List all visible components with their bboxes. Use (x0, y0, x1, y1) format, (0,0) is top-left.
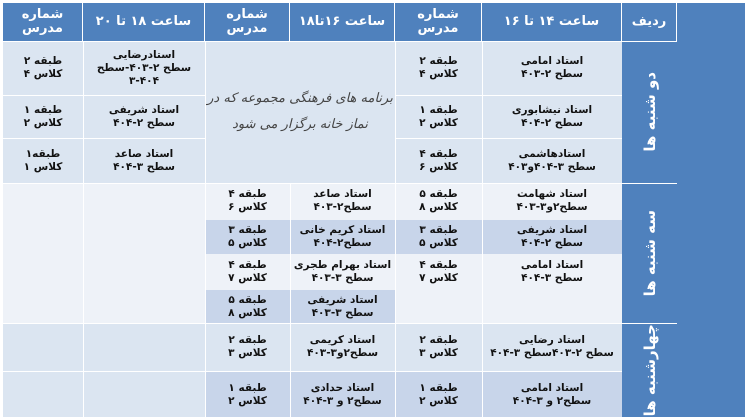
right-margin-band (677, 3, 745, 417)
floor: طبقه ۲ (419, 334, 458, 346)
grid-line (83, 41, 84, 417)
floor: طبقه ۳ (419, 224, 458, 236)
level-code: سطح ۳-۴۰۴و۴۰۳ (508, 161, 596, 173)
grid-line (3, 95, 205, 96)
classroom: کلاس ۲ (419, 394, 458, 407)
note-line-1: برنامه های فرهنگی مجموعه که در (207, 91, 393, 106)
grid-line (3, 371, 622, 372)
teacher-name: استاد کریم خانی (299, 224, 386, 236)
teacher-name: استادهاشمی (518, 148, 586, 160)
teacher-name: استاد صاعد (114, 148, 174, 160)
classroom: کلاس ۵ (419, 237, 458, 249)
teacher-name: استاد شریفی (108, 104, 180, 116)
level-code: سطح ۳-۴۰۳ (311, 306, 374, 319)
level-code: سطح ۲-۴۰۴ (521, 237, 583, 249)
teacher-name: استاد امامی (520, 381, 584, 394)
wed-t14a (482, 323, 622, 371)
tue-t16a (290, 183, 395, 219)
level-code: سطح۲ و ۳-۴۰۴ (512, 394, 592, 407)
classroom: کلاس ۴ (23, 68, 63, 80)
cultural-programs-note (205, 41, 395, 183)
classroom: کلاس ۸ (228, 306, 267, 319)
tue-t16b (290, 220, 395, 254)
floor: طبقه ۱ (419, 104, 458, 116)
floor: طبقه ۵ (228, 293, 267, 306)
header-time-16-18-label: ساعت ۱۶تا۱۸ (298, 14, 386, 29)
classroom: کلاس ۷ (419, 272, 458, 284)
grid-line (3, 323, 677, 324)
floor: طبقه ۴ (228, 259, 267, 271)
mon-r2-room18 (3, 96, 83, 138)
teacher-name: استاد شهامت (517, 188, 588, 200)
teacher-name: استاد رضایی (519, 334, 585, 346)
teacher-name: استاد شریفی (516, 224, 588, 236)
grid-line (205, 41, 206, 417)
grid-line (395, 41, 396, 417)
floor: طبقه ۱ (23, 104, 63, 116)
tue-t14c (482, 255, 622, 289)
grid-line (395, 138, 622, 139)
tue-t16c (290, 255, 395, 289)
level-code: سطح ۳-۴۰۴ (113, 161, 175, 173)
teacher-name: استاد شریفی (307, 293, 378, 306)
mon-r1-t18 (83, 41, 205, 95)
header-time-18-20-label: ساعت ۱۸ تا ۲۰ (95, 14, 192, 29)
level-code: سطح ۲-۴۰۳ (521, 68, 583, 80)
teacher-name: استاد حدادی (310, 381, 375, 394)
teacher-name: استاد صاعد (313, 188, 372, 200)
level-code-2: ۳-۴۰۴ (129, 74, 159, 87)
classroom: کلاس ۷ (228, 272, 267, 284)
tue-room16d (205, 290, 290, 323)
level-code: سطح۲و۳-۴۰۳ (306, 347, 379, 359)
wed-room14b (395, 372, 482, 417)
classroom: کلاس ۴ (419, 68, 458, 80)
teacher-name: استادرضایی (112, 48, 176, 61)
mon-r2-t18 (83, 96, 205, 138)
floor: طبقه ۴ (228, 188, 267, 200)
header-time-18-20 (83, 3, 205, 41)
level-code: سطح۲و۳-۴۰۳ (516, 201, 588, 213)
mon-r2-t14 (482, 96, 622, 138)
header-time-14-16 (482, 3, 622, 41)
teacher-name: استاد نیشابوری (511, 104, 593, 116)
classroom: کلاس ۱ (23, 161, 63, 173)
level-code: سطح ۲-۴۰۴ (521, 117, 583, 129)
tue-room14b (395, 220, 482, 254)
level-code: سطح ۳-۴۰۴ (521, 272, 583, 284)
header-row (622, 3, 677, 41)
day-tuesday (622, 183, 677, 323)
classroom: کلاس ۶ (419, 161, 458, 173)
tue-room16a (205, 183, 290, 219)
grid-line (290, 183, 291, 417)
floor: طبقه۱ (25, 148, 61, 160)
classroom: کلاس ۲ (228, 394, 267, 407)
classroom: کلاس ۵ (228, 237, 267, 249)
header-room-1 (395, 3, 482, 41)
wed-t14b (482, 372, 622, 417)
day-wednesday (622, 323, 677, 417)
teacher-name: استاد بهرام طجری (293, 259, 392, 271)
level-code: سطح۲-۴۰۳ (313, 201, 372, 213)
level-code: سطح۲ و ۳-۴۰۴ (303, 394, 382, 407)
grid-line (482, 41, 483, 417)
tue-t16d (290, 290, 395, 323)
day-monday-label: دو شنبه ها (640, 72, 659, 152)
grid-line (3, 183, 677, 184)
header-room-2-label: شماره مدرس (226, 7, 268, 36)
level-code: سطح ۲-۴۰۴ (113, 117, 175, 129)
mon-r2-room14 (395, 96, 482, 138)
mon-r3-room18 (3, 139, 83, 183)
level-code: سطح۲-۴۰۴ (313, 237, 372, 249)
tue-room16b (205, 220, 290, 254)
header-room-3 (3, 3, 83, 41)
tue-room16c (205, 255, 290, 289)
floor: طبقه ۲ (23, 55, 63, 67)
level-code: سطح ۲-۴۰۳سطح ۳-۴۰۴ (490, 347, 614, 359)
day-monday (622, 41, 677, 183)
floor: طبقه ۵ (419, 188, 458, 200)
note-line-2: نماز خانه برگزار می شود (232, 117, 368, 132)
floor: طبقه ۴ (419, 259, 458, 271)
classroom: کلاس ۳ (228, 347, 267, 359)
mon-r3-t14 (482, 139, 622, 183)
classroom: کلاس ۲ (23, 117, 63, 129)
teacher-name: استاد امامی (520, 55, 584, 67)
wed-t16b (290, 372, 395, 417)
level-code: سطح ۲-۴۰۳-سطح (96, 61, 192, 74)
floor: طبقه ۱ (228, 381, 267, 394)
header-room-2 (205, 3, 290, 41)
mon-r1-room18 (3, 41, 83, 95)
mon-r1-room14 (395, 41, 482, 95)
header-time-14-16-label: ساعت ۱۴ تا ۱۶ (503, 14, 600, 29)
level-code: سطح ۳-۴۰۳ (311, 272, 374, 284)
grid-line (395, 95, 622, 96)
header-room-3-label: شماره مدرس (21, 7, 64, 36)
header-time-16-18 (290, 3, 395, 41)
header-room-1-label: شماره مدرس (417, 7, 459, 36)
classroom: کلاس ۲ (419, 117, 458, 129)
mon-r1-t14 (482, 41, 622, 95)
classroom: کلاس ۶ (228, 201, 267, 213)
grid-line (3, 138, 205, 139)
teacher-name: استاد امامی (520, 259, 584, 271)
tue-t14b (482, 220, 622, 254)
wed-room16b (205, 372, 290, 417)
tue-room14c (395, 255, 482, 289)
floor: طبقه ۲ (228, 334, 267, 346)
tue-t14a (482, 183, 622, 219)
classroom: کلاس ۸ (419, 201, 458, 213)
wed-t16a (290, 323, 395, 371)
mon-r3-t18 (83, 139, 205, 183)
wed-room16a (205, 323, 290, 371)
classroom: کلاس ۳ (419, 347, 458, 359)
wed-room14a (395, 323, 482, 371)
header-row-label: ردیف (631, 14, 667, 29)
floor: طبقه ۴ (419, 148, 458, 160)
teacher-name: استاد کریمی (309, 334, 376, 346)
floor: طبقه ۲ (419, 55, 458, 67)
floor: طبقه ۳ (228, 224, 267, 236)
grid-line (3, 41, 677, 42)
day-wednesday-label: چهارشنبه ها (640, 323, 659, 417)
floor: طبقه ۱ (419, 381, 458, 394)
day-tuesday-label: سه شنبه ها (640, 209, 659, 297)
tue-room14a (395, 183, 482, 219)
mon-r3-room14 (395, 139, 482, 183)
